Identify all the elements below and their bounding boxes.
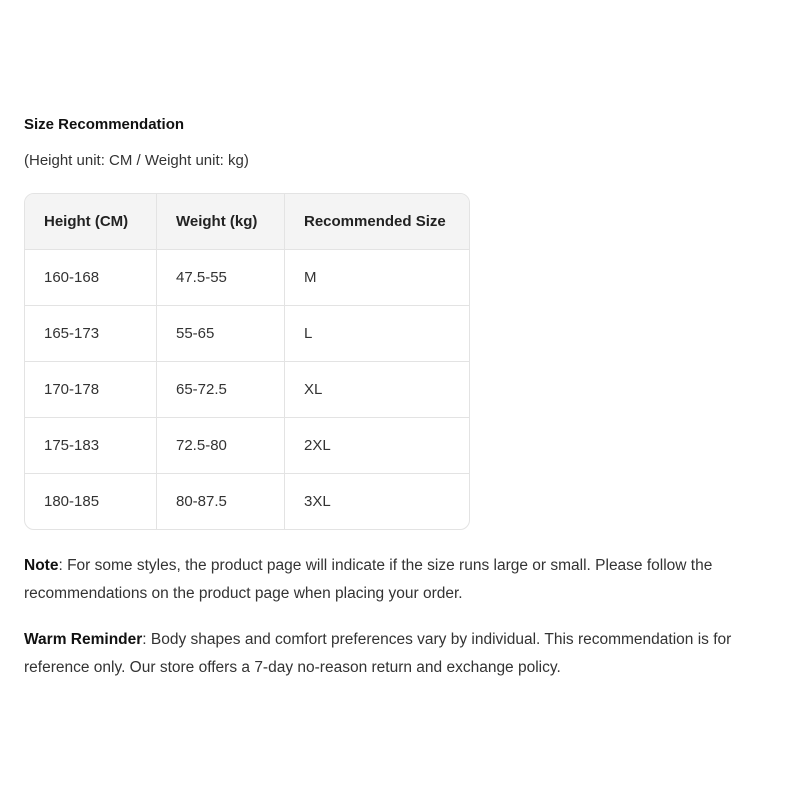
height-cell: 165-173 (25, 306, 157, 362)
reminder-label: Warm Reminder (24, 631, 143, 648)
table-header-row (25, 194, 469, 250)
height-cell: 175-183 (25, 418, 157, 474)
size-cell: 2XL (285, 418, 470, 474)
reminder-paragraph (24, 626, 776, 682)
column-header-weight: Weight (kg) (157, 194, 285, 250)
size-cell: M (285, 250, 470, 306)
height-cell: 170-178 (25, 362, 157, 418)
height-cell: 180-185 (25, 474, 157, 530)
column-header-size: Recommended Size (285, 194, 470, 250)
weight-cell: 47.5-55 (157, 250, 285, 306)
weight-cell: 80-87.5 (157, 474, 285, 530)
weight-cell: 65-72.5 (157, 362, 285, 418)
size-cell: 3XL (304, 493, 331, 510)
weight-cell: 72.5-80 (157, 418, 285, 474)
table-row (25, 362, 469, 418)
table-row (25, 474, 469, 530)
table-row (25, 418, 469, 474)
units-caption: (Height unit: CM / Weight unit: kg) (24, 152, 249, 169)
size-guide (24, 114, 776, 682)
page-title: Size Recommendation (24, 116, 185, 133)
weight-cell: 55-65 (157, 306, 285, 362)
size-cell: L (285, 306, 470, 362)
reminder-text: : Body shapes and comfort preferences vary by individual. This recommendation is for reference only. Our store offers a 7-day no-reason return and exchange policy. (24, 631, 732, 676)
size-table (24, 193, 470, 530)
table-row (25, 306, 469, 362)
height-cell: 160-168 (25, 250, 157, 306)
column-header-height: Height (CM) (25, 194, 157, 250)
note-paragraph (24, 552, 776, 608)
table-row (25, 250, 469, 306)
note-label: Note (24, 557, 59, 574)
size-cell: XL (285, 362, 470, 418)
note-text: : For some styles, the product page will indicate if the size runs large or small. Please follow the recommendations on the product page when placing your order. (24, 557, 713, 602)
